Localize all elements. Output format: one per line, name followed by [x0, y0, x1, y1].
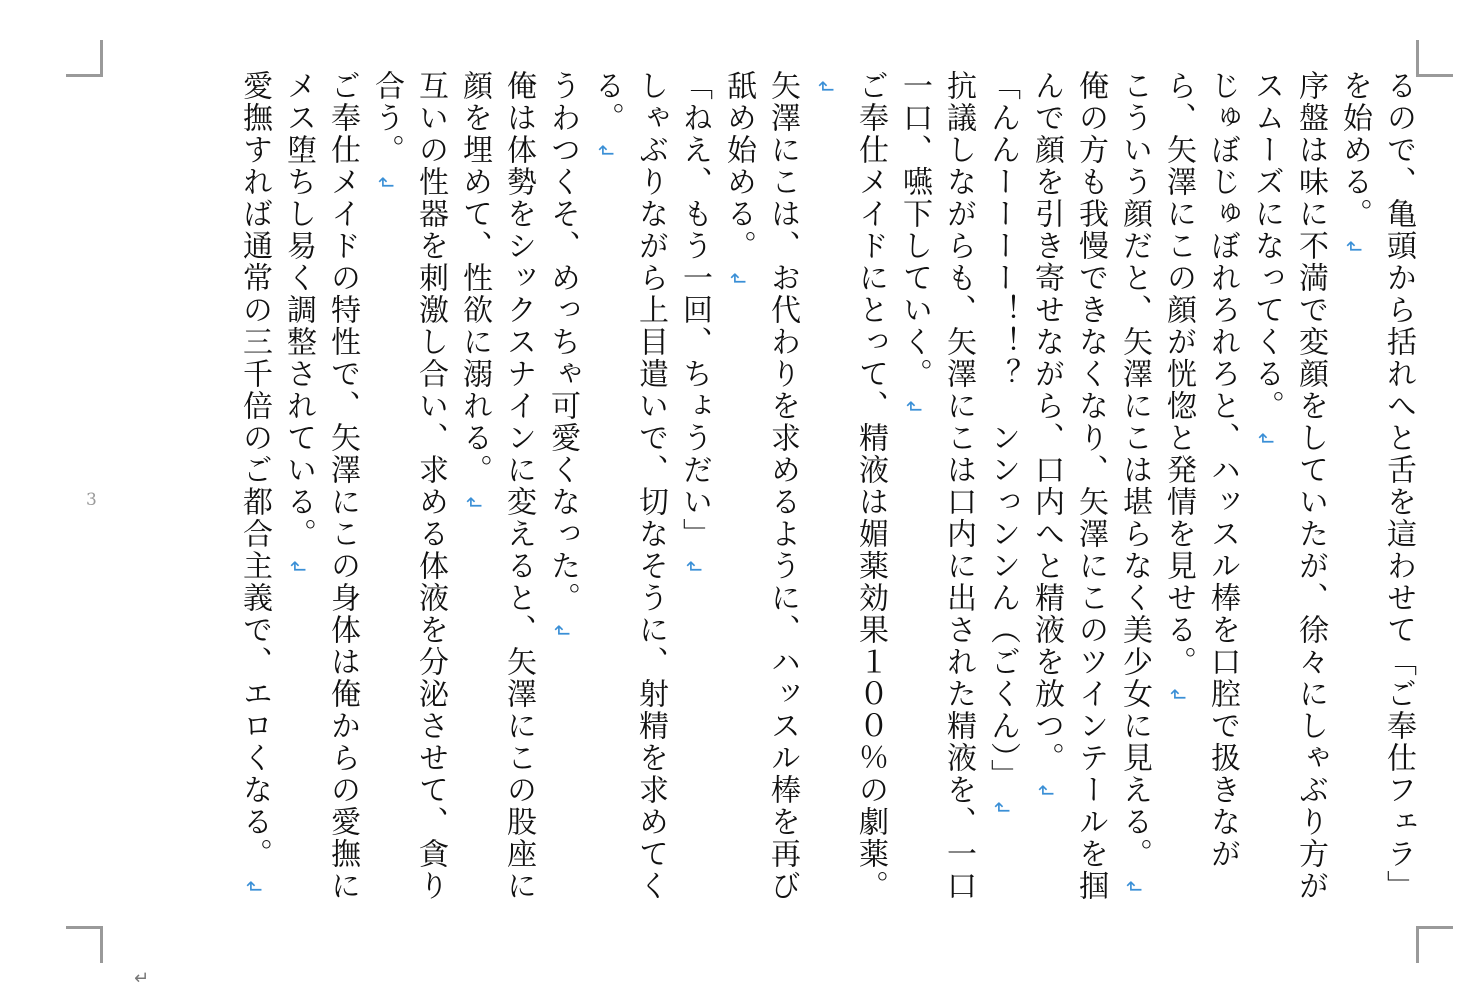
paragraph	[452, 70, 540, 928]
return-arrow-icon: ↵	[134, 968, 150, 989]
paragraph-text: しゃぶりながら上目遣いで、切なそうに、射精を求めてくる。	[589, 70, 668, 902]
paragraph-mark-icon: ↲	[286, 558, 310, 577]
paragraph-mark-icon: ↲	[1166, 686, 1190, 705]
paragraph-text: 俺は体勢をシックスナインに変えると、矢澤にこの股座に顔を埋めて、性欲に溺れる。	[457, 70, 536, 902]
paragraph-text: 愛撫すれば通常の三千倍のご都合主義で、エロくなる。	[237, 70, 272, 870]
paragraph	[276, 70, 364, 928]
paragraph	[540, 70, 584, 928]
paragraph-mark-icon: ↲	[462, 494, 486, 513]
paragraph	[1332, 70, 1420, 928]
paragraph-mark-icon: ↲	[682, 558, 706, 577]
crop-mark-bottom-right	[1416, 926, 1453, 963]
paragraph	[232, 70, 276, 928]
paragraph	[804, 70, 892, 928]
paragraph	[672, 70, 716, 928]
paragraph	[1112, 70, 1156, 928]
crop-mark-top-left	[66, 40, 103, 77]
paragraph	[364, 70, 452, 928]
paragraph-text: うわつくそ、めっちゃ可愛くなった。	[545, 70, 580, 614]
paragraph-mark-icon: ↲	[1122, 878, 1146, 897]
paragraph-mark-icon: ↲	[902, 398, 926, 417]
paragraph-text: 互いの性器を刺激し合い、求める体液を分泌させて、貪り合う。	[369, 70, 448, 902]
paragraph-text: ご奉仕メイドの特性で、矢澤にこの身体は俺からの愛撫にメス堕ちし易く調整されている。	[281, 70, 360, 902]
paragraph-mark-icon: ↲	[1034, 782, 1058, 801]
paragraph	[892, 70, 980, 928]
paragraph-text: こういう顔だと、矢澤にこは堪らなく美少女に見える。	[1117, 70, 1152, 870]
paragraph-text: じゅぼじゅぼれろれろと、ハッスル棒を口腔で扱きながら、矢澤にこの顔が恍惚と発情を見せる。	[1161, 70, 1240, 870]
paragraph-mark-icon: ↲	[594, 142, 618, 161]
paragraph-mark-icon: ↲	[550, 622, 574, 641]
paragraph	[1244, 70, 1332, 928]
paragraph	[980, 70, 1024, 928]
paragraph-text: 「ねえ、もう一回、ちょうだい」	[677, 70, 712, 550]
page-number: 3	[86, 490, 97, 510]
paragraph-mark-icon: ↲	[374, 174, 398, 193]
paragraph-mark-icon: ↲	[814, 78, 838, 97]
paragraph-mark-icon: ↲	[1254, 430, 1278, 449]
paragraph-text: るので、亀頭から括れへと舌を這わせて「ご奉仕フェラ」を始める。	[1337, 70, 1416, 902]
paragraph	[1156, 70, 1244, 928]
paragraph	[584, 70, 672, 928]
paragraph-mark-icon: ↲	[990, 799, 1014, 818]
crop-mark-top-right	[1416, 40, 1453, 77]
crop-mark-bottom-left	[66, 926, 103, 963]
paragraph-text: 抗議しながらも、矢澤にこは口内に出された精液を、一口一口、嚥下していく。	[897, 70, 976, 902]
paragraph	[716, 70, 804, 928]
paragraph-mark-icon: ↲	[242, 878, 266, 897]
paragraph-text: 序盤は味に不満で変顔をしていたが、徐々にしゃぶり方がスムーズになってくる。	[1249, 70, 1328, 902]
paragraph	[1024, 70, 1112, 928]
document-body[interactable]	[102, 70, 1420, 928]
paragraph-mark-icon: ↲	[726, 270, 750, 289]
paragraph-mark-icon: ↲	[1342, 238, 1366, 257]
paragraph-text: 「んんーーーー！！？ ンンっンンん（ごくん）」	[985, 70, 1020, 791]
paragraph-text: ご奉仕メイドにとって、精液は媚薬効果１００％の劇薬。	[853, 70, 888, 902]
paragraph-text: 矢澤にこは、お代わりを求めるように、ハッスル棒を再び舐め始める。	[721, 70, 800, 902]
paragraph-text: 俺の方も我慢できなくなり、矢澤にこのツインテールを掴んで顔を引き寄せながら、口内へと精液を放つ。	[1029, 70, 1108, 902]
